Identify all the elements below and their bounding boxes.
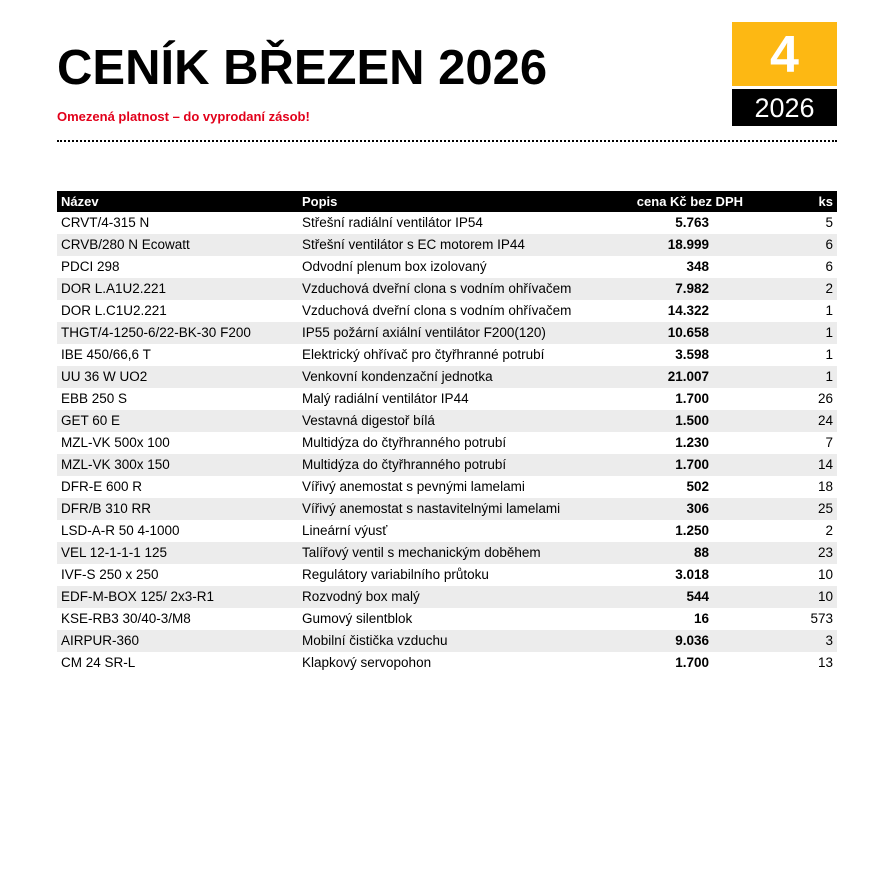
cell-price: 1.500 <box>675 413 709 428</box>
cell-name: MZL-VK 500x 100 <box>61 435 170 450</box>
cell-description: IP55 požární axiální ventilátor F200(120) <box>302 325 546 340</box>
cell-name: CRVT/4-315 N <box>61 215 150 230</box>
cell-quantity: 2 <box>825 523 833 538</box>
cell-quantity: 1 <box>825 303 833 318</box>
cell-name: DFR/B 310 RR <box>61 501 152 516</box>
table-row <box>57 410 837 432</box>
table-row <box>57 234 837 256</box>
cell-name: MZL-VK 300x 150 <box>61 457 170 472</box>
price-table <box>57 191 837 674</box>
cell-name: IBE 450/66,6 T <box>61 347 151 362</box>
cell-description: Vířivý anemostat s pevnými lamelami <box>302 479 525 494</box>
cell-quantity: 24 <box>817 413 833 428</box>
cell-name: VEL 12-1-1-1 125 <box>61 545 168 560</box>
cell-quantity: 5 <box>825 215 833 230</box>
table-row <box>57 432 837 454</box>
cell-price: 3.018 <box>675 567 709 582</box>
cell-name: AIRPUR-360 <box>61 633 140 648</box>
cell-name: PDCI 298 <box>61 259 120 274</box>
issue-number-badge: 4 <box>732 22 837 86</box>
column-header-quantity: ks <box>818 194 833 209</box>
cell-price: 544 <box>686 589 709 604</box>
table-row <box>57 498 837 520</box>
table-row <box>57 630 837 652</box>
table-row <box>57 476 837 498</box>
table-row <box>57 564 837 586</box>
cell-quantity: 23 <box>817 545 833 560</box>
cell-quantity: 6 <box>825 237 833 252</box>
cell-price: 1.230 <box>675 435 709 450</box>
cell-description: Lineární výusť <box>302 523 388 538</box>
table-row <box>57 256 837 278</box>
cell-description: Multidýza do čtyřhranného potrubí <box>302 435 507 450</box>
cell-price: 9.036 <box>675 633 709 648</box>
cell-price: 1.700 <box>675 391 709 406</box>
cell-price: 3.598 <box>675 347 709 362</box>
cell-quantity: 573 <box>810 611 833 626</box>
table-row <box>57 212 837 234</box>
cell-description: Regulátory variabilního průtoku <box>302 567 489 582</box>
cell-name: CM 24 SR-L <box>61 655 136 670</box>
table-row <box>57 344 837 366</box>
table-row <box>57 366 837 388</box>
cell-description: Elektrický ohřívač pro čtyřhranné potrubí <box>302 347 545 362</box>
cell-name: DOR L.A1U2.221 <box>61 281 167 296</box>
page-title: CENÍK BŘEZEN 2026 <box>57 41 548 95</box>
table-row <box>57 586 837 608</box>
cell-quantity: 13 <box>817 655 833 670</box>
table-row <box>57 322 837 344</box>
cell-description: Střešní radiální ventilátor IP54 <box>302 215 483 230</box>
cell-description: Gumový silentblok <box>302 611 413 626</box>
cell-description: Vestavná digestoř bílá <box>302 413 435 428</box>
cell-price: 5.763 <box>675 215 709 230</box>
cell-description: Vzduchová dveřní clona s vodním ohřívačem <box>302 303 572 318</box>
table-row <box>57 278 837 300</box>
column-header-description: Popis <box>302 194 338 209</box>
table-row <box>57 652 837 674</box>
cell-price: 88 <box>693 545 709 560</box>
table-row <box>57 608 837 630</box>
cell-price: 1.700 <box>675 655 709 670</box>
cell-price: 21.007 <box>667 369 709 384</box>
cell-quantity: 2 <box>825 281 833 296</box>
cell-name: IVF-S 250 x 250 <box>61 567 159 582</box>
cell-description: Malý radiální ventilátor IP44 <box>302 391 469 406</box>
cell-price: 10.658 <box>667 325 709 340</box>
cell-name: DOR L.C1U2.221 <box>61 303 167 318</box>
table-row <box>57 520 837 542</box>
cell-name: LSD-A-R 50 4-1000 <box>61 523 180 538</box>
cell-quantity: 25 <box>817 501 833 516</box>
cell-description: Venkovní kondenzační jednotka <box>302 369 493 384</box>
table-header-row <box>57 191 837 212</box>
cell-quantity: 10 <box>817 589 833 604</box>
cell-name: THGT/4-1250-6/22-BK-30 F200 <box>61 325 251 340</box>
cell-quantity: 14 <box>817 457 833 472</box>
cell-name: EBB 250 S <box>61 391 128 406</box>
cell-description: Střešní ventilátor s EC motorem IP44 <box>302 237 525 252</box>
cell-price: 16 <box>693 611 709 626</box>
issue-year-badge: 2026 <box>732 89 837 126</box>
cell-description: Talířový ventil s mechanickým doběhem <box>302 545 541 560</box>
table-row <box>57 454 837 476</box>
cell-description: Rozvodný box malý <box>302 589 420 604</box>
cell-name: GET 60 E <box>61 413 121 428</box>
cell-name: DFR-E 600 R <box>61 479 143 494</box>
column-header-price: cena Kč bez DPH <box>636 194 743 209</box>
table-row <box>57 300 837 322</box>
cell-quantity: 1 <box>825 347 833 362</box>
cell-description: Odvodní plenum box izolovaný <box>302 259 487 274</box>
cell-price: 1.250 <box>675 523 709 538</box>
cell-description: Vířivý anemostat s nastavitelnými lamelami <box>302 501 561 516</box>
cell-quantity: 26 <box>817 391 833 406</box>
cell-name: EDF-M-BOX 125/ 2x3-R1 <box>61 589 215 604</box>
cell-price: 7.982 <box>675 281 709 296</box>
cell-description: Klapkový servopohon <box>302 655 432 670</box>
table-body <box>57 212 837 674</box>
cell-quantity: 3 <box>825 633 833 648</box>
table-row <box>57 542 837 564</box>
cell-quantity: 18 <box>817 479 833 494</box>
cell-quantity: 6 <box>825 259 833 274</box>
cell-price: 14.322 <box>667 303 709 318</box>
cell-description: Multidýza do čtyřhranného potrubí <box>302 457 507 472</box>
cell-price: 18.999 <box>667 237 709 252</box>
cell-price: 502 <box>686 479 709 494</box>
cell-description: Vzduchová dveřní clona s vodním ohřívačem <box>302 281 572 296</box>
cell-price: 348 <box>686 259 709 274</box>
table-row <box>57 388 837 410</box>
cell-price: 306 <box>686 501 709 516</box>
cell-name: UU 36 W UO2 <box>61 369 148 384</box>
cell-quantity: 7 <box>825 435 833 450</box>
cell-quantity: 1 <box>825 369 833 384</box>
cell-name: CRVB/280 N Ecowatt <box>61 237 190 252</box>
validity-note: Omezená platnost – do vyprodaní zásob! <box>57 109 310 124</box>
cell-description: Mobilní čistička vzduchu <box>302 633 448 648</box>
cell-quantity: 10 <box>817 567 833 582</box>
cell-price: 1.700 <box>675 457 709 472</box>
column-header-name: Název <box>61 194 99 209</box>
cell-name: KSE-RB3 30/40-3/M8 <box>61 611 191 626</box>
cell-quantity: 1 <box>825 325 833 340</box>
header-divider <box>57 140 837 142</box>
